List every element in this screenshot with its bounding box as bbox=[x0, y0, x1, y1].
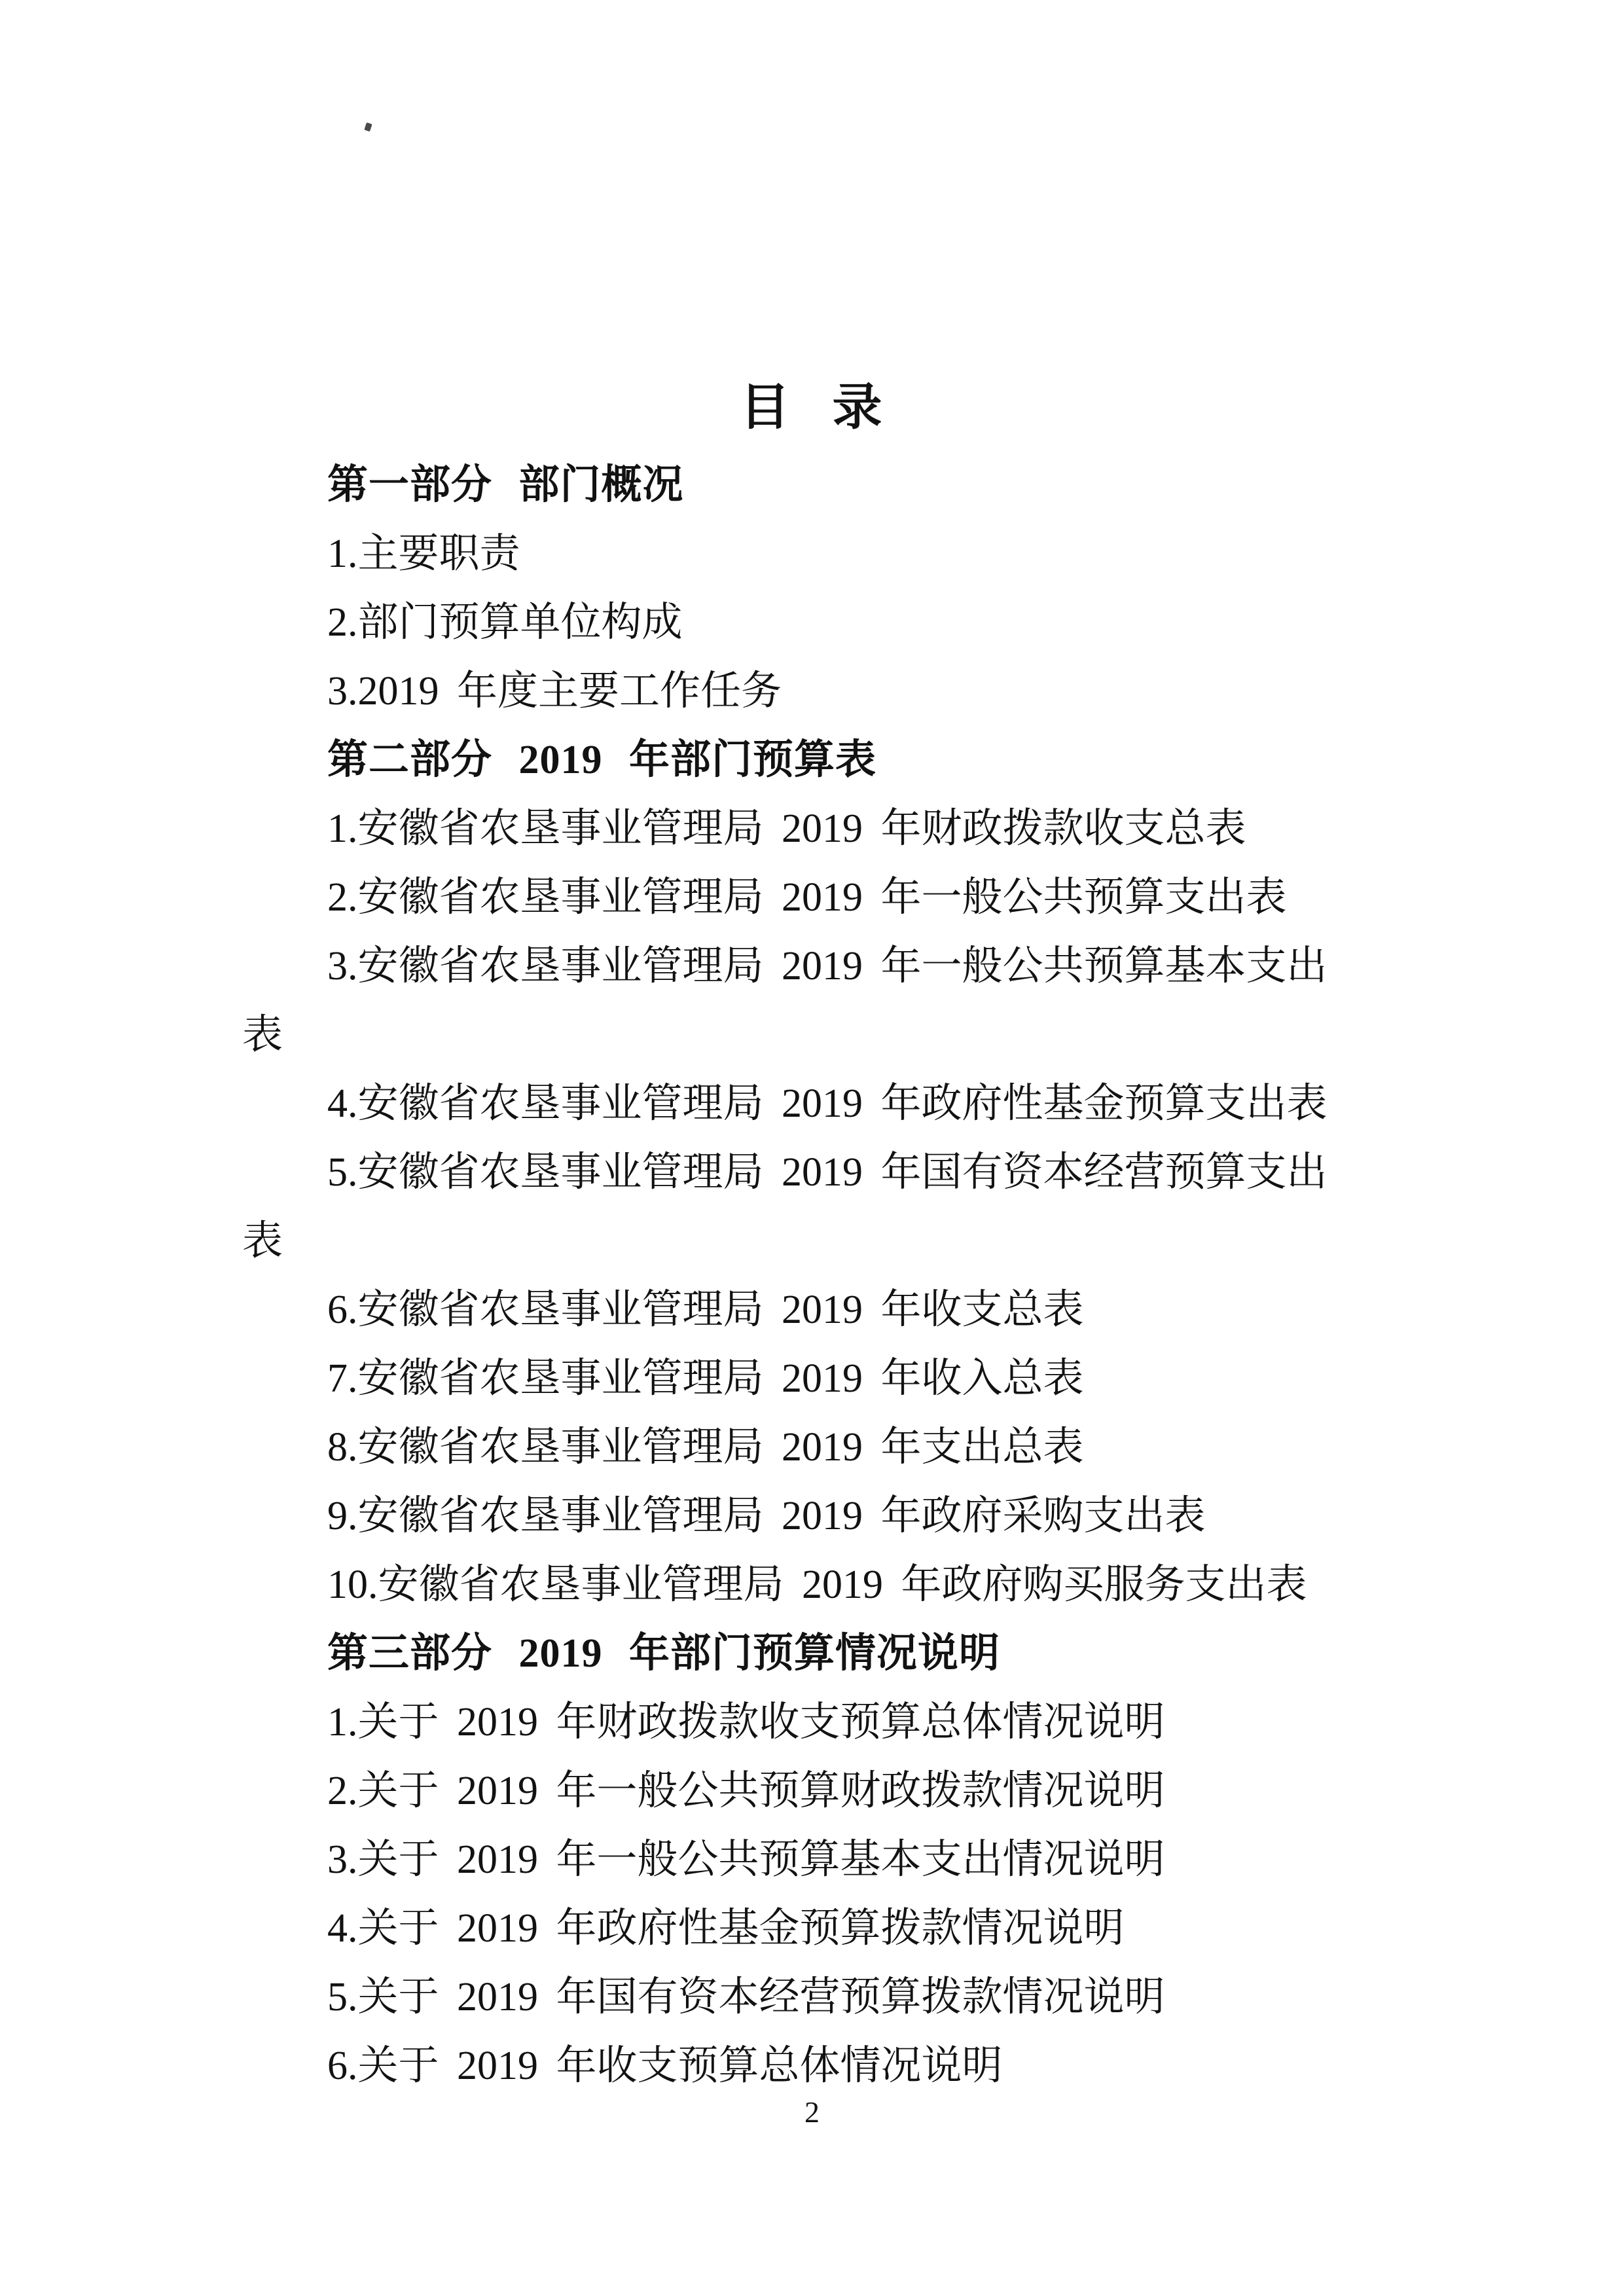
toc-item: 3.关于 2019 年一般公共预算基本支出情况说明 bbox=[327, 1837, 1165, 1882]
toc-item: 3.2019 年度主要工作任务 bbox=[327, 669, 782, 714]
document-title: 目 录 bbox=[740, 380, 884, 435]
toc-item: 10.安徽省农垦事业管理局 2019 年政府购买服务支出表 bbox=[327, 1563, 1307, 1607]
toc-continuation-line: 表 bbox=[242, 1013, 283, 1057]
toc-item: 9.安徽省农垦事业管理局 2019 年政府采购支出表 bbox=[327, 1494, 1206, 1538]
toc-item: 1.关于 2019 年财政拨款收支预算总体情况说明 bbox=[327, 1700, 1165, 1744]
toc-item: 2.关于 2019 年一般公共预算财政拨款情况说明 bbox=[327, 1769, 1165, 1813]
toc-item: 1.安徽省农垦事业管理局 2019 年财政拨款收支总表 bbox=[327, 806, 1246, 851]
toc-section-header: 第三部分 2019 年部门预算情况说明 bbox=[327, 1631, 1001, 1676]
toc-item: 1.主要职责 bbox=[327, 532, 520, 576]
toc-item: 6.关于 2019 年收支预算总体情况说明 bbox=[327, 2044, 1003, 2088]
toc-item: 6.安徽省农垦事业管理局 2019 年收支总表 bbox=[327, 1288, 1084, 1332]
toc-continuation-line: 表 bbox=[242, 1219, 283, 1263]
toc-item: 5.安徽省农垦事业管理局 2019 年国有资本经营预算支出 bbox=[327, 1150, 1327, 1195]
toc-item: 3.安徽省农垦事业管理局 2019 年一般公共预算基本支出 bbox=[327, 944, 1327, 988]
page-number: 2 bbox=[804, 2095, 820, 2129]
scan-artifact-dot bbox=[364, 122, 372, 132]
toc-section-header: 第二部分 2019 年部门预算表 bbox=[327, 738, 877, 782]
toc-item: 4.关于 2019 年政府性基金预算拨款情况说明 bbox=[327, 1906, 1125, 1951]
toc-item: 5.关于 2019 年国有资本经营预算拨款情况说明 bbox=[327, 1975, 1165, 2019]
toc-item: 2.安徽省农垦事业管理局 2019 年一般公共预算支出表 bbox=[327, 875, 1287, 920]
toc-item: 8.安徽省农垦事业管理局 2019 年支出总表 bbox=[327, 1425, 1084, 1470]
toc-item: 4.安徽省农垦事业管理局 2019 年政府性基金预算支出表 bbox=[327, 1081, 1327, 1126]
toc-section-header: 第一部分 部门概况 bbox=[327, 463, 684, 507]
toc-item: 7.安徽省农垦事业管理局 2019 年收入总表 bbox=[327, 1356, 1084, 1401]
toc-item: 2.部门预算单位构成 bbox=[327, 600, 683, 645]
table-of-contents bbox=[242, 451, 1434, 2101]
